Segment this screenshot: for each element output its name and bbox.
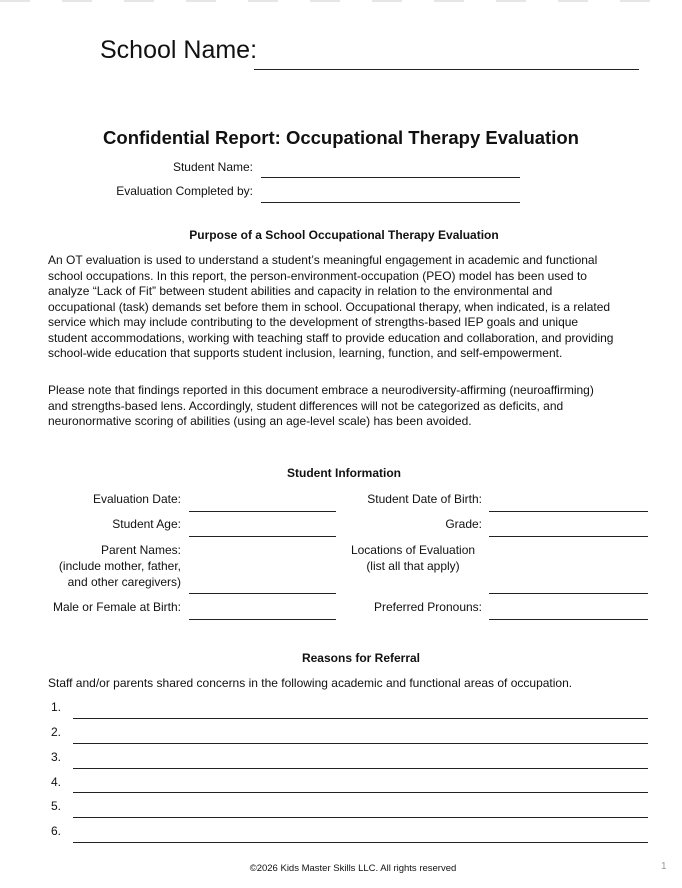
evaluation-date-field[interactable] — [189, 511, 336, 512]
paragraph-line: student accommodations, working with teaching staff to provide education and collaboration, and providing — [48, 330, 614, 345]
parent-names-field[interactable] — [189, 593, 336, 594]
locations-field[interactable] — [489, 593, 648, 594]
referral-intro: Staff and/or parents shared concerns in the following academic and functional areas of occupation. — [48, 676, 573, 690]
school-name-label: School Name: — [100, 36, 258, 64]
paragraph-line: school-wide education that supports student inclusion, learning, function, and self-empowerment. — [48, 346, 563, 360]
paragraph-line: Please note that findings reported in this document embrace a neurodiversity-affirming (neuroaffirming) — [48, 383, 594, 397]
referral-item-line[interactable] — [73, 743, 648, 744]
evaluation-date-label: Evaluation Date: — [92, 492, 181, 506]
referral-item-number: 5. — [51, 799, 62, 813]
referral-item-number: 4. — [51, 775, 62, 789]
grade-label: Grade: — [445, 517, 482, 531]
student-age-label: Student Age: — [112, 517, 181, 531]
purpose-paragraph-2 — [48, 383, 648, 430]
sex-at-birth-label: Male or Female at Birth: — [52, 600, 181, 614]
referral-item-number: 3. — [51, 750, 62, 764]
referral-item-number: 2. — [51, 725, 62, 739]
date-of-birth-field[interactable] — [489, 511, 648, 512]
date-of-birth-label: Student Date of Birth: — [367, 492, 482, 506]
referral-item-number: 1. — [51, 700, 62, 714]
paragraph-line: occupational (task) demands set before them in school. Occupational therapy, when indicated, is a related — [48, 299, 611, 314]
paragraph-line: analyze “Lack of Fit” between student abilities and capacity in relation to the environmental and — [48, 284, 553, 298]
grade-field[interactable] — [489, 536, 648, 537]
top-dashed-rule — [0, 0, 682, 2]
paragraph-line: An OT evaluation is used to understand a student’s meaningful engagement in academic and functional — [48, 253, 598, 267]
parent-names-label — [59, 542, 181, 590]
preferred-pronouns-label: Preferred Pronouns: — [373, 600, 482, 614]
evaluation-completed-by-label: Evaluation Completed by: — [116, 184, 253, 198]
sex-at-birth-field[interactable] — [189, 619, 336, 620]
copyright-footer: ©2026 Kids Master Skills LLC. All rights reserved — [249, 863, 457, 874]
student-age-field[interactable] — [189, 536, 336, 537]
preferred-pronouns-field[interactable] — [489, 619, 648, 620]
referral-item-line[interactable] — [73, 817, 648, 818]
school-name-field[interactable] — [254, 69, 639, 70]
paragraph-line: service which may include contributing to the development of strengths-based IEP goals and unique — [48, 315, 579, 329]
label-line: (list all that apply) — [366, 559, 460, 573]
label-line: and other caregivers) — [67, 575, 181, 589]
referral-item-line[interactable] — [73, 842, 648, 843]
paragraph-line: and strengths-based lens. Accordingly, student differences will not be categorized as deficits, and — [48, 398, 564, 413]
referral-item-line[interactable] — [73, 792, 648, 793]
referral-heading: Reasons for Referral — [301, 651, 421, 665]
student-information-heading: Student Information — [287, 466, 401, 480]
student-name-field[interactable] — [261, 177, 520, 178]
purpose-paragraph-1 — [48, 253, 648, 362]
purpose-heading: Purpose of a School Occupational Therapy Evaluation — [189, 228, 499, 242]
referral-item-number: 6. — [51, 824, 62, 838]
paragraph-line: neuronormative scoring of abilities (using an age-level scale) has been avoided. — [48, 414, 472, 428]
locations-label — [343, 542, 483, 574]
page-number: 1 — [661, 861, 667, 872]
referral-item-line[interactable] — [73, 768, 648, 769]
label-line: Parent Names: — [100, 543, 181, 557]
referral-item-line[interactable] — [73, 718, 648, 719]
paragraph-line: school occupations. In this report, the person-environment-occupation (PEO) model has been used to — [48, 268, 587, 283]
document-title: Confidential Report: Occupational Therapy Evaluation — [103, 127, 579, 148]
label-line: Locations of Evaluation — [350, 543, 476, 557]
label-line: (include mother, father, — [58, 559, 181, 573]
evaluation-completed-by-field[interactable] — [261, 202, 520, 203]
student-name-label: Student Name: — [172, 160, 253, 174]
